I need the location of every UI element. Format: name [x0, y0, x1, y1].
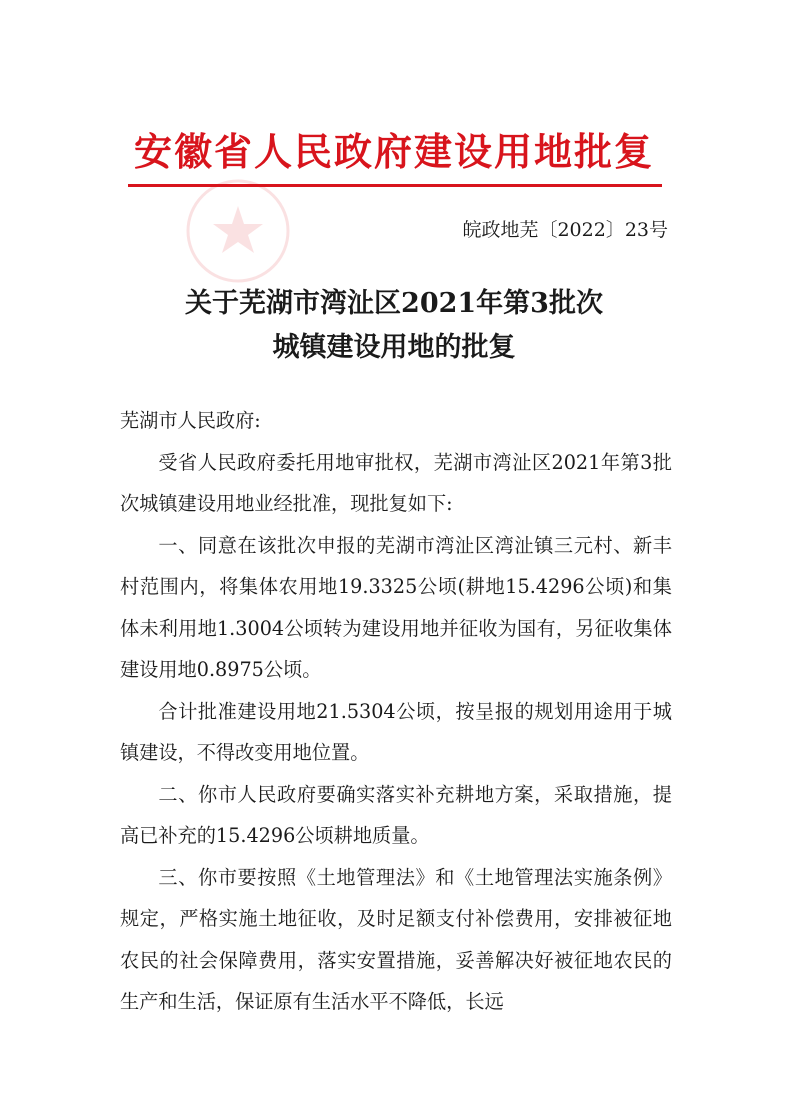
salutation: 芜湖市人民政府:: [120, 409, 261, 432]
issuer-title: 安徽省人民政府建设用地批复: [133, 129, 654, 174]
paragraph-2: 一、同意在该批次申报的芜湖市湾沚区湾沚镇三元村、新丰村范围内，将集体农用地19.3325公顷(耕地15.4296公顷)和集体未利用地1.3004公顷转为建设用地并征收为国有，另征收集体建设用地0.8975公顷。: [120, 533, 672, 681]
subject-line-2: 城镇建设用地的批复: [272, 332, 516, 363]
paragraph-3: 合计批准建设用地21.5304公顷，按呈报的规划用途用于城镇建设，不得改变用地位置。: [120, 699, 672, 764]
official-seal-icon: [168, 176, 308, 286]
subject-line-1: 关于芜湖市湾沚区2021年第3批次: [185, 288, 603, 319]
paragraph-4: 二、你市人民政府要确实落实补充耕地方案，采取措施，提高已补充的15.4296公顷耕地质量。: [120, 782, 672, 847]
paragraph-5: 三、你市要按照《土地管理法》和《土地管理法实施条例》规定，严格实施土地征收，及时足额支付补偿费用，安排被征地农民的社会保障费用，落实安置措施，妥善解决好被征地农民的生产和生活，保证原有生活水平不降低，长远: [120, 865, 672, 1013]
document-body: [120, 400, 672, 1023]
document-number: 皖政地芜〔2022〕23号: [462, 219, 668, 241]
document-subject: [0, 282, 788, 370]
red-header-rule: [128, 184, 662, 187]
paragraph-1: 受省人民政府委托用地审批权，芜湖市湾沚区2021年第3批次城镇建设用地业经批准，现批复如下:: [120, 450, 672, 515]
